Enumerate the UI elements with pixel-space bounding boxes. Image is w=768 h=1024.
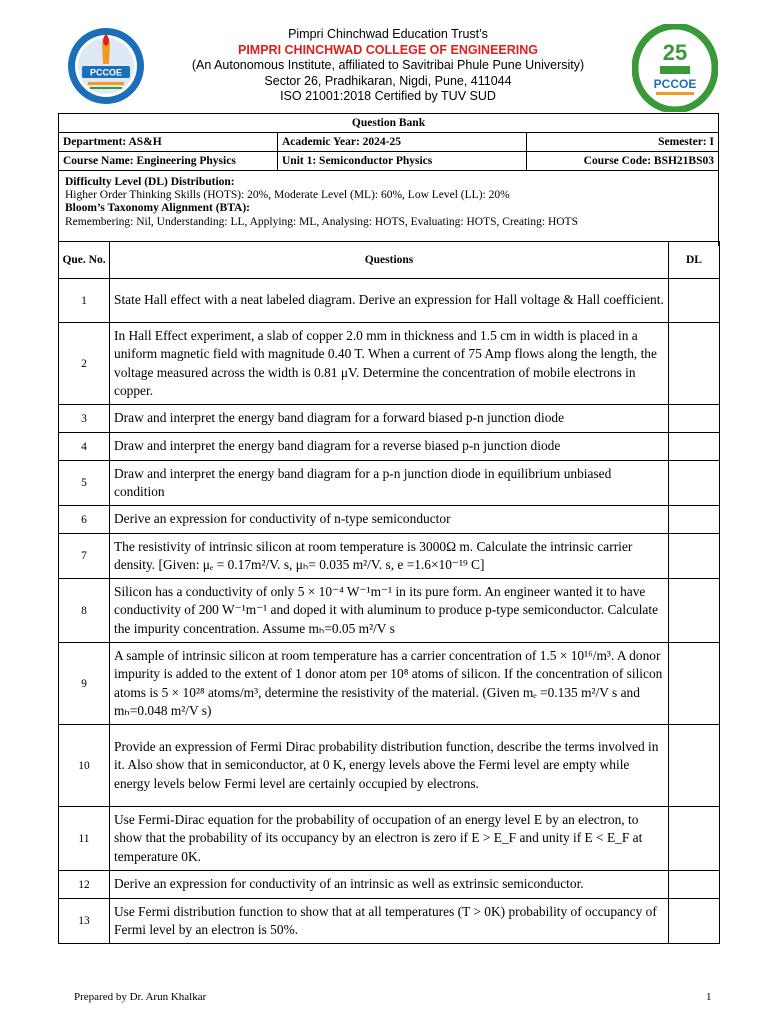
anniversary-number: 25 bbox=[662, 40, 688, 65]
question-dl bbox=[669, 279, 720, 323]
academic-year: Academic Year: 2024-25 bbox=[278, 133, 527, 152]
question-dl bbox=[669, 433, 720, 461]
address: Sector 26, Pradhikaran, Nigdi, Pune, 411044 bbox=[264, 73, 512, 88]
question-text: State Hall effect with a neat labeled diagram. Derive an expression for Hall voltage & Hall coefficient. bbox=[110, 279, 669, 323]
difficulty-distribution bbox=[58, 171, 719, 246]
col-header-questions: Questions bbox=[110, 242, 669, 279]
question-text: Use Fermi-Dirac equation for the probability of occupation of an energy level E by an electron, to show that the probability of its occupancy by an electron is zero if E > E_F and unity if E < E_F at temperature 0K. bbox=[110, 807, 669, 871]
questions-table bbox=[58, 241, 720, 944]
question-row bbox=[59, 506, 720, 534]
semester: Semester: I bbox=[527, 133, 719, 152]
question-dl bbox=[669, 871, 720, 899]
question-dl bbox=[669, 323, 720, 405]
question-number: 6 bbox=[59, 506, 110, 534]
course-name: Course Name: Engineering Physics bbox=[59, 152, 278, 171]
question-number: 1 bbox=[59, 279, 110, 323]
question-number: 5 bbox=[59, 461, 110, 506]
col-header-no: Que. No. bbox=[59, 242, 110, 279]
question-number: 10 bbox=[59, 725, 110, 807]
bloom-heading: Bloom’s Taxonomy Alignment (BTA): bbox=[65, 202, 250, 215]
question-dl bbox=[669, 534, 720, 579]
question-text: Use Fermi distribution function to show that at all temperatures (T > 0K) probability of occupancy of Fermi level by an electron is 50%. bbox=[110, 899, 669, 944]
question-dl bbox=[669, 506, 720, 534]
page-number: 1 bbox=[706, 991, 712, 1003]
question-row bbox=[59, 534, 720, 579]
question-row bbox=[59, 807, 720, 871]
question-number: 12 bbox=[59, 871, 110, 899]
anniversary-logo-text: PCCOE bbox=[653, 77, 697, 91]
dl-heading: Difficulty Level (DL) Distribution: bbox=[65, 176, 235, 188]
doc-title: Question Bank bbox=[59, 114, 719, 133]
question-text: Derive an expression for conductivity of an intrinsic as well as extrinsic semiconductor. bbox=[110, 871, 669, 899]
question-dl bbox=[669, 807, 720, 871]
question-dl bbox=[669, 405, 720, 433]
course-info-table bbox=[58, 113, 719, 171]
question-row bbox=[59, 323, 720, 405]
question-row bbox=[59, 643, 720, 725]
question-dl bbox=[669, 899, 720, 944]
question-number: 4 bbox=[59, 433, 110, 461]
question-dl bbox=[669, 461, 720, 506]
question-text: The resistivity of intrinsic silicon at room temperature is 3000Ω m. Calculate the intrinsic carrier density. [Given: μₑ = 0.17m²/V. s, μₕ= 0.035 m²/V. s, e =1.6×10⁻¹⁹ C] bbox=[110, 534, 669, 579]
question-text: Draw and interpret the energy band diagram for a p-n junction diode in equilibrium unbiased condition bbox=[110, 461, 669, 506]
bloom-text: Remembering: Nil, Understanding: LL, Applying: ML, Analysing: HOTS, Evaluating: HOTS, Creating: HOTS bbox=[65, 215, 578, 228]
question-row bbox=[59, 899, 720, 944]
college-name: PIMPRI CHINCHWAD COLLEGE OF ENGINEERING bbox=[237, 42, 538, 57]
dl-text: Higher Order Thinking Skills (HOTS): 20%, Moderate Level (ML): 60%, Low Level (LL): 20% bbox=[65, 189, 510, 202]
question-text: Draw and interpret the energy band diagram for a forward biased p-n junction diode bbox=[110, 405, 669, 433]
question-dl bbox=[669, 579, 720, 643]
question-row bbox=[59, 461, 720, 506]
trust-name: Pimpri Chinchwad Education Trust’s bbox=[288, 27, 488, 41]
institution-block bbox=[158, 27, 618, 105]
question-row bbox=[59, 279, 720, 323]
question-row bbox=[59, 725, 720, 807]
question-text: Provide an expression of Fermi Dirac probability distribution function, describe the terms involved in it. Also show that in semiconductor, at 0 K, energy levels above the Fermi level are empty while energy levels below Fermi level are certainly occupied by electrons. bbox=[110, 725, 669, 807]
question-number: 8 bbox=[59, 579, 110, 643]
pccoe-logo bbox=[66, 26, 146, 106]
page-header bbox=[58, 22, 718, 112]
question-dl bbox=[669, 643, 720, 725]
pccoe-logo-text: PCCOE bbox=[89, 67, 123, 78]
question-text: In Hall Effect experiment, a slab of copper 2.0 mm in thickness and 1.5 cm in width is placed in a uniform magnetic field with magnitude 0.40 T. When a current of 75 Amp flows along the length, the voltage measured across the width is 0.81 μV. Determine the concentration of mobile electrons in copper. bbox=[110, 323, 669, 405]
question-number: 3 bbox=[59, 405, 110, 433]
question-text: Draw and interpret the energy band diagram for a reverse biased p-n junction diode bbox=[110, 433, 669, 461]
department: Department: AS&H bbox=[59, 133, 278, 152]
question-text: Silicon has a conductivity of only 5 × 10⁻⁴ W⁻¹m⁻¹ in its pure form. An engineer wanted it to have conductivity of 200 W⁻¹m⁻¹ and doped it with aluminum to produce p-type semiconductor. Calculate the impurity concentration. Assume mₕ=0.05 m²/V s bbox=[110, 579, 669, 643]
question-row bbox=[59, 405, 720, 433]
question-row bbox=[59, 579, 720, 643]
question-number: 9 bbox=[59, 643, 110, 725]
unit-name: Unit 1: Semiconductor Physics bbox=[278, 152, 527, 171]
question-number: 11 bbox=[59, 807, 110, 871]
affiliation: (An Autonomous Institute, affiliated to Savitribai Phule Pune University) bbox=[191, 58, 585, 73]
prepared-by: Prepared by Dr. Arun Khalkar bbox=[74, 991, 207, 1003]
question-text: Derive an expression for conductivity of n-type semiconductor bbox=[110, 506, 669, 534]
course-code: Course Code: BSH21BS03 bbox=[527, 152, 719, 171]
question-row bbox=[59, 433, 720, 461]
question-number: 7 bbox=[59, 534, 110, 579]
question-text: A sample of intrinsic silicon at room temperature has a carrier concentration of 1.5 × 10¹⁶/m³. A donor impurity is added to the extent of 1 donor atom per 10⁸ atoms of silicon. If the concentration of silicon atoms is 5 × 10²⁸ atoms/m³, determine the resistivity of the material. (Given mₑ =0.135 m²/V s and mₕ=0.048 m²/V s) bbox=[110, 643, 669, 725]
question-dl bbox=[669, 725, 720, 807]
question-number: 2 bbox=[59, 323, 110, 405]
col-header-dl: DL bbox=[669, 242, 720, 279]
pccoe-25-years-logo bbox=[632, 24, 718, 112]
iso-certification: ISO 21001:2018 Certified by TUV SUD bbox=[280, 89, 496, 104]
question-number: 13 bbox=[59, 899, 110, 944]
question-row bbox=[59, 871, 720, 899]
